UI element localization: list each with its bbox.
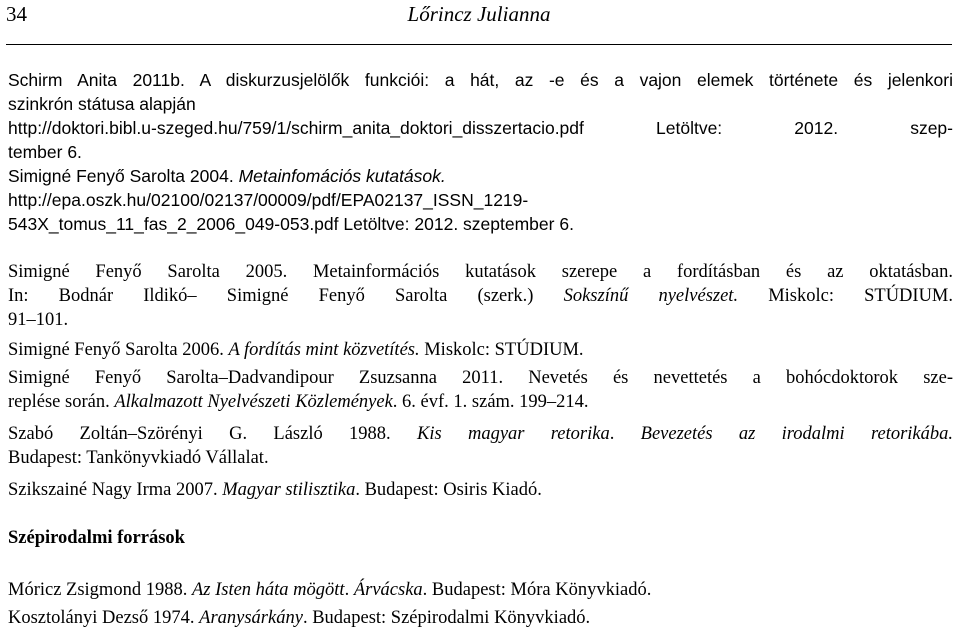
page-number: 34 — [6, 2, 27, 26]
reference-author: Kosztolányi Dezső 1974. — [8, 608, 195, 628]
reference-line: Schirm Anita 2011b. A diskurzusjelölők funkciói: a hát, az -e és a vajon elemek története és jelenkori — [8, 70, 953, 90]
reference-editors: In: Bodnár Ildikó– Simigné Fenyő Sarolta (szerk.) — [8, 286, 534, 306]
reference-szabo-szorenyi-1988: Szabó Zoltán–Szörényi G. László 1988. Kis magyar retorika. Bevezetés az irodalmi retorikába. Budapest: Tankönyvkiadó Vállalat. — [8, 424, 954, 468]
reference-author: Szabó Zoltán–Szörényi G. László 1988. — [8, 424, 391, 444]
reference-simigne-2004 — [8, 164, 953, 236]
reference-journal: Alkalmazott Nyelvészeti Közlemények — [114, 392, 393, 412]
reference-publisher: Miskolc: STÚDIUM. — [424, 340, 584, 360]
reference-title: Magyar stilisztika — [222, 480, 356, 500]
reference-author: Simigné Fenyő Sarolta 2004. — [8, 166, 234, 186]
reference-publisher: Miskolc: STÚDIUM. — [768, 286, 954, 306]
reference-author: Szikszainé Nagy Irma 2007. — [8, 480, 218, 500]
reference-title: Aranysárkány — [199, 608, 303, 628]
reference-title: Az Isten háta mögött — [191, 580, 345, 600]
reference-pages: 91–101. — [8, 310, 69, 330]
reference-title: Árvácska — [353, 580, 423, 600]
reference-title: A fordítás mint közvetítés. — [228, 340, 420, 360]
section-heading: Szépirodalmi források — [8, 528, 185, 548]
reference-author: Móricz Zsigmond 1988. — [8, 580, 188, 600]
reference-link[interactable]: http://doktori.bibl.u-szeged.hu/759/1/schirm_anita_doktori_disszertacio.pdf Letöltve: 2012. szep- — [8, 118, 953, 138]
reference-book-title: Sokszínű nyelvészet. — [563, 286, 739, 306]
reference-author: Simigné Fenyő Sarolta 2006. — [8, 340, 224, 360]
reference-link[interactable]: http://epa.oszk.hu/02100/02137/00009/pdf/EPA02137_ISSN_1219- — [8, 190, 529, 210]
reference-title: replése során. — [8, 392, 110, 412]
reference-line: Simigné Fenyő Sarolta–Dadvandipour Zsuzsanna 2011. Nevetés és nevettetés a bohócdoktorok sze- — [8, 368, 953, 388]
reference-publisher: . Budapest: Móra Könyvkiadó. — [422, 580, 652, 600]
reference-simigne-2005 — [8, 260, 953, 332]
running-title: Lőrincz Julianna — [407, 2, 551, 26]
literary-source-kosztolanyi — [8, 606, 953, 630]
reference-publisher: . Budapest: Osiris Kiadó. — [355, 480, 542, 500]
reference-subtitle: Bevezetés az irodalmi retorikába. — [640, 424, 954, 444]
reference-title: Kis magyar retorika — [416, 424, 610, 444]
reference-line: Simigné Fenyő Sarolta 2005. Metainformációs kutatások szerepe a fordításban és az oktatásban. — [8, 262, 953, 282]
reference-publisher: . Budapest: Szépirodalmi Könyvkiadó. — [302, 608, 591, 628]
literary-source-moricz: Móricz Zsigmond 1988. Az Isten háta mögött. Árvácska. Budapest: Móra Könyvkiadó. — [8, 580, 652, 600]
reference-line: szinkrón státusa alapján — [8, 94, 196, 114]
reference-line: tember 6. — [8, 142, 82, 162]
reference-simigne-2006 — [8, 338, 953, 362]
page-header — [6, 0, 952, 45]
reference-link[interactable]: 543X_tomus_11_fas_2_2006_049-053.pdf Letöltve: 2012. szeptember 6. — [8, 214, 574, 234]
reference-szikszaine-2007 — [8, 478, 953, 502]
reference-schirm-2011b — [8, 68, 953, 164]
reference-simigne-dadvandipour-2011 — [8, 366, 953, 414]
reference-publisher: Budapest: Tankönyvkiadó Vállalat. — [8, 448, 269, 468]
reference-issue: . 6. évf. 1. szám. 199–214. — [392, 392, 589, 412]
reference-title: Metainfomációs kutatások. — [238, 166, 446, 186]
